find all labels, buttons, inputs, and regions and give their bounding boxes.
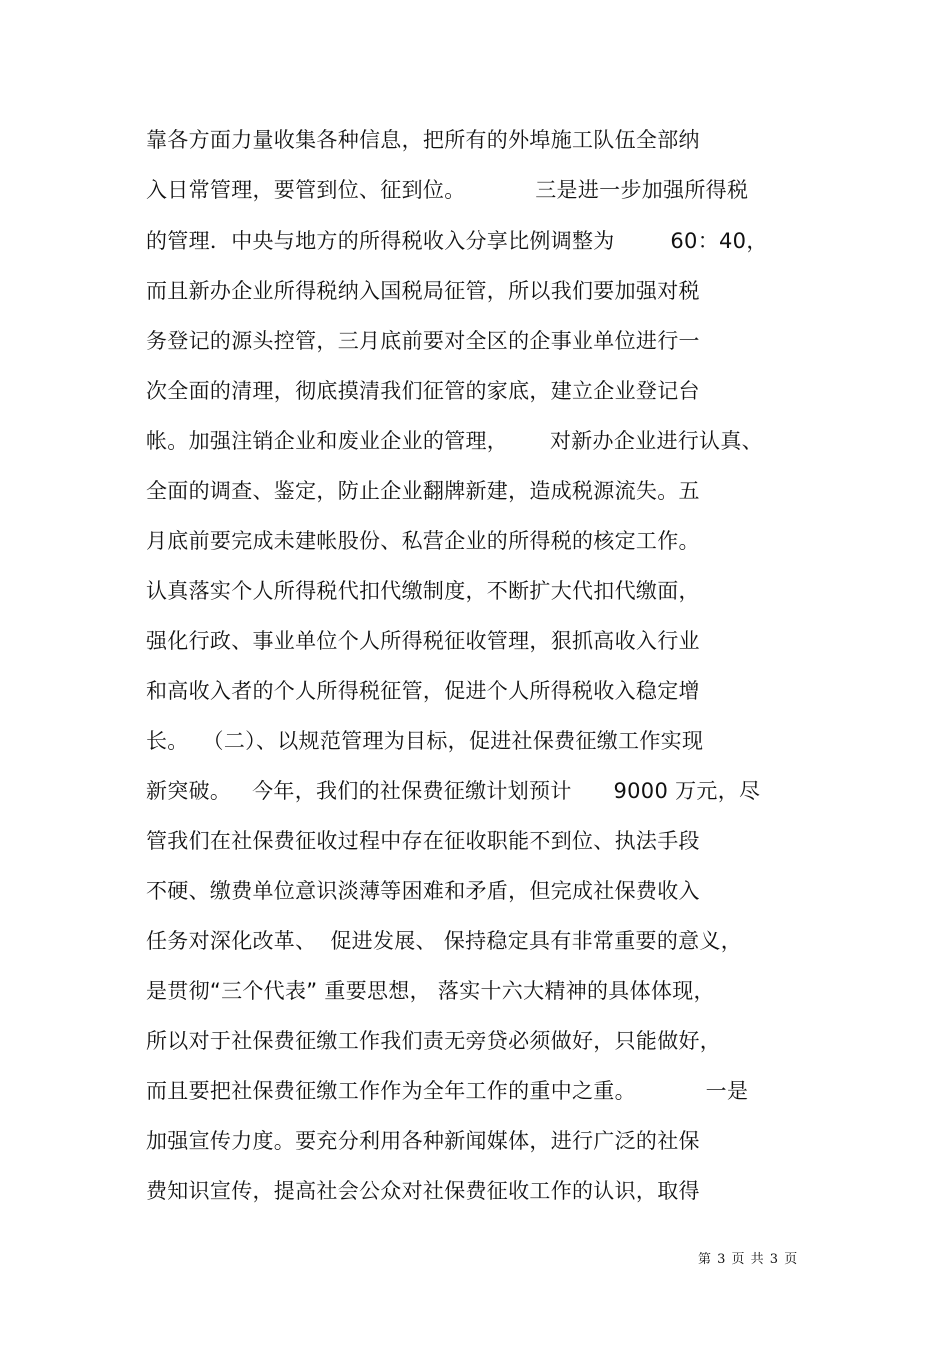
body-text-line: 强化行政、事业单位个人所得税征收管理，狠抓高收入行业 <box>146 629 700 653</box>
body-text-line: 而且新办企业所得税纳入国税局征管，所以我们要加强对税 <box>146 279 700 303</box>
body-text-line: 管我们在社保费征收过程中存在征收职能不到位、执法手段 <box>146 829 700 853</box>
body-text-line: 次全面的清理，彻底摸清我们征管的家底，建立企业登记台 <box>146 379 700 403</box>
body-text-line: 务登记的源头控管，三月底前要对全区的企事业单位进行一 <box>146 329 700 353</box>
body-text-line: 全面的调查、鉴定，防止企业翻牌新建，造成税源流失。五 <box>146 479 700 503</box>
page-number-footer: 第 3 页 共 3 页 <box>698 1252 799 1267</box>
body-text-line: 不硬、缴费单位意识淡薄等困难和矛盾，但完成社保费收入 <box>146 879 700 903</box>
body-text-line: 加强宣传力度。要充分利用各种新闻媒体，进行广泛的社保 <box>146 1129 700 1153</box>
body-text-line: 月底前要完成未建帐股份、私营企业的所得税的核定工作。 <box>146 529 700 553</box>
body-text-line: 帐。加强注销企业和废业企业的管理， 对新办企业进行认真、 <box>146 429 763 453</box>
body-text-line: 而且要把社保费征缴工作作为全年工作的重中之重。 一是 <box>146 1079 749 1103</box>
body-text-line: 所以对于社保费征缴工作我们责无旁贷必须做好，只能做好， <box>146 1029 722 1053</box>
body-text-line: 认真落实个人所得税代扣代缴制度，不断扩大代扣代缴面， <box>146 579 700 603</box>
body-text-line: 和高收入者的个人所得税征管，促进个人所得税收入稳定增 <box>146 679 700 703</box>
body-text-line: 入日常管理，要管到位、征到位。 三是进一步加强所得税 <box>146 178 749 202</box>
body-text-line: 费知识宣传，提高社会公众对社保费征收工作的认识，取得 <box>146 1179 700 1203</box>
body-text-line: 靠各方面力量收集各种信息，把所有的外埠施工队伍全部纳 <box>146 128 700 152</box>
body-text-line: 任务对深化改革、 促进发展、 保持稳定具有非常重要的意义， <box>146 929 743 953</box>
body-text-line: 新突破。 今年，我们的社保费征缴计划预计 9000 万元，尽 <box>146 779 761 803</box>
body-text-line: 是贯彻“三个代表” 重要思想， 落实十六大精神的具体体现， <box>146 979 715 1003</box>
body-text-line: 长。 （二）、以规范管理为目标，促进社保费征缴工作实现 <box>146 729 704 753</box>
body-text-line: 的管理．中央与地方的所得税收入分享比例调整为 60：40， <box>146 229 768 253</box>
